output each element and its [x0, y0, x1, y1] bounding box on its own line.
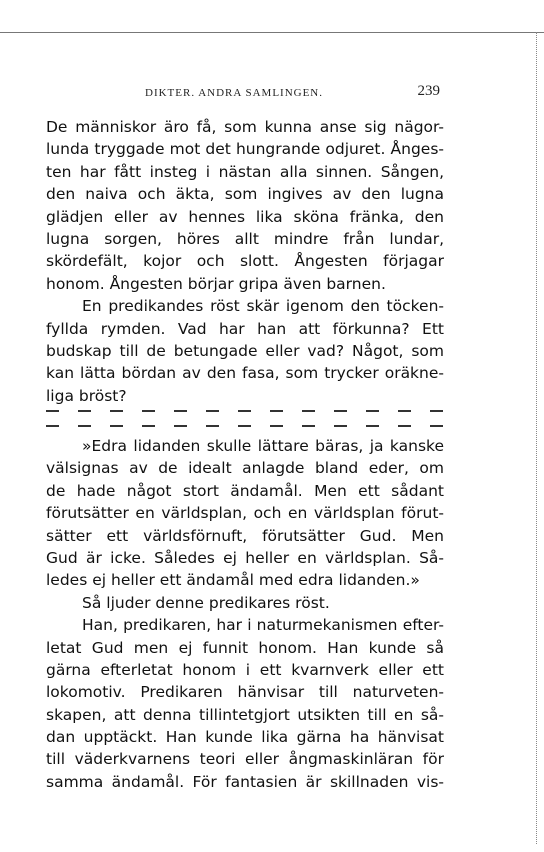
dash-separator: [46, 425, 444, 427]
text-line: liga bröst?: [46, 386, 127, 405]
text-line: ten har fått insteg i nästan alla sinnen. Sången,: [46, 162, 444, 181]
page-header: [46, 83, 444, 105]
text-line: De människor äro få, som kunna anse sig nägor-: [46, 118, 444, 136]
text-line: sätter ett världsförnuft, förutsätter Gud. Men: [46, 526, 444, 545]
text-line: Han, predikaren, har i naturmekanismen efter-: [82, 616, 444, 635]
text-line: ledes ej heller ett ändamål med edra lidanden.»: [46, 571, 420, 590]
text-block-1: [46, 116, 444, 407]
text-line: letat Gud men ej funnit honom. Han kunde så: [46, 638, 444, 657]
text-line: En predikandes röst skär igenom den töcken-: [82, 297, 444, 316]
text-line: dan upptäckt. Han kunde lika gärna ha hänvisat: [46, 728, 444, 747]
text-block-2: [46, 435, 444, 793]
text-line: »Edra lidanden skulle lättare bäras, ja kanske: [82, 437, 444, 455]
text-line: lugna sorgen, höres allt mindre från lundar,: [46, 229, 444, 248]
text-line: skördefält, kojor och slott. Ångesten förjagar: [46, 252, 444, 271]
text-line: de hade något stort ändamål. Men ett sådant: [46, 481, 444, 500]
text-line: fyllda rymden. Vad har han att förkunna? Ett: [46, 319, 444, 338]
text-line: samma ändamål. För fantasien är skillnaden vis-: [46, 772, 444, 791]
text-line: till väderkvarnens teori eller ångmaskinläran för: [46, 750, 444, 769]
text-line: honom. Ångesten börjar gripa även barnen.: [46, 274, 386, 293]
text-line: den naiva och äkta, som ingives av den lugna: [46, 185, 444, 204]
text-line: Så ljuder denne predikares röst.: [82, 593, 330, 612]
text-line: kan lätta bördan av den fasa, som trycker oräkne-: [46, 364, 444, 383]
text-line: gärna efterletat honom i ett kvarnverk eller ett: [46, 660, 444, 679]
text-line: lunda tryggade mot det hungrande odjuret. Ånges-: [46, 140, 444, 159]
text-line: välsignas av de idealt anlagde bland eder, om: [46, 459, 444, 478]
right-margin-rule: [536, 32, 537, 844]
top-border-rule: [0, 32, 544, 33]
text-line: skapen, att denna tillintetgjort utsikten till en så-: [46, 705, 444, 724]
text-line: förutsätter en världsplan, och en världsplan förut-: [46, 504, 444, 523]
text-line: Gud är icke. Således ej heller en världsplan. Så-: [46, 548, 444, 567]
text-line: budskap till de betungade eller vad? Något, som: [46, 341, 444, 360]
dash-separator: [46, 410, 444, 412]
running-head: DIKTER. ANDRA SAMLINGEN.: [145, 87, 323, 99]
text-line: glädjen eller av hennes lika sköna fränka, den: [46, 207, 444, 226]
text-line: lokomotiv. Predikaren hänvisar till naturveten-: [46, 683, 444, 702]
page-number: 239: [417, 83, 440, 99]
